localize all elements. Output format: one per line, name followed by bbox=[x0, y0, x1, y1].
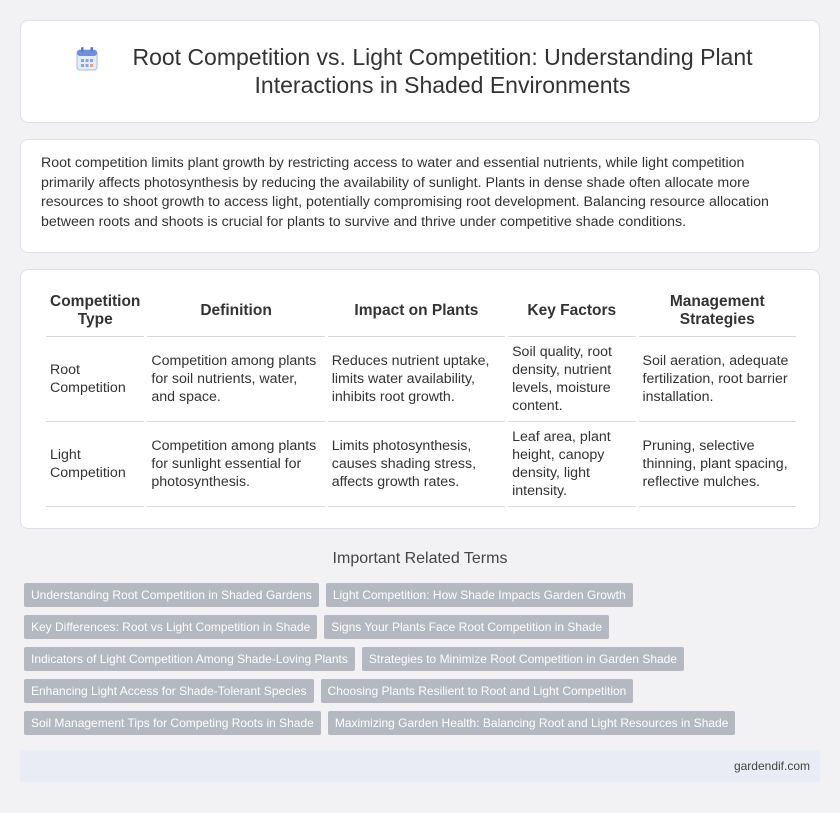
related-term-link[interactable]: Enhancing Light Access for Shade-Tolerant Species bbox=[24, 679, 314, 703]
table-cell: Soil quality, root density, nutrient levels, moisture content. bbox=[508, 337, 635, 422]
table-cell: Light Competition bbox=[46, 422, 144, 507]
comparison-table-card bbox=[20, 269, 820, 529]
related-term-link[interactable]: Indicators of Light Competition Among Shade-Loving Plants bbox=[24, 647, 355, 671]
table-row bbox=[46, 422, 796, 507]
table-cell: Reduces nutrient uptake, limits water availability, inhibits root growth. bbox=[328, 337, 505, 422]
footer bbox=[20, 750, 820, 782]
table-cell: Competition among plants for sunlight essential for photosynthesis. bbox=[147, 422, 324, 507]
intro-paragraph: Root competition limits plant growth by restricting access to water and essential nutrients, while light competition primarily affects photosynthesis by reducing the availability of sunlight. Plants in dense shade often allocate more resources to shoot growth to access light, potentially compromising root development. Balancing resource allocation between roots and shoots is crucial for plants to survive and thrive under competitive shade conditions. bbox=[41, 155, 769, 230]
footer-site-name[interactable]: gardendif.com bbox=[733, 759, 810, 773]
table-cell: Limits photosynthesis, causes shading stress, affects growth rates. bbox=[328, 422, 505, 507]
related-term-link[interactable]: Light Competition: How Shade Impacts Garden Growth bbox=[326, 583, 633, 607]
header-impact: Impact on Plants bbox=[328, 286, 505, 337]
table-cell: Soil aeration, adequate fertilization, root barrier installation. bbox=[639, 337, 797, 422]
related-term-link[interactable]: Soil Management Tips for Competing Roots in Shade bbox=[24, 711, 321, 735]
intro-card bbox=[20, 139, 820, 253]
table-cell: Pruning, selective thinning, plant spacing, reflective mulches. bbox=[639, 422, 797, 507]
related-term-link[interactable]: Strategies to Minimize Root Competition in Garden Shade bbox=[362, 647, 684, 671]
header-definition: Definition bbox=[147, 286, 324, 337]
table-header-row bbox=[46, 286, 796, 337]
table-cell: Competition among plants for soil nutrients, water, and space. bbox=[147, 337, 324, 422]
related-terms-heading: Important Related Terms bbox=[332, 550, 508, 567]
related-term-link[interactable]: Understanding Root Competition in Shaded Gardens bbox=[24, 583, 319, 607]
related-term-link[interactable]: Key Differences: Root vs Light Competition in Shade bbox=[24, 615, 317, 639]
header-key-factors: Key Factors bbox=[508, 286, 635, 337]
related-term-link[interactable]: Signs Your Plants Face Root Competition in Shade bbox=[324, 615, 609, 639]
comparison-table bbox=[43, 286, 799, 507]
title-card bbox=[20, 20, 820, 123]
table-cell: Leaf area, plant height, canopy density, light intensity. bbox=[508, 422, 635, 507]
related-terms-list bbox=[24, 583, 804, 743]
related-term-link[interactable]: Choosing Plants Resilient to Root and Light Competition bbox=[321, 679, 634, 703]
header-management: Management Strategies bbox=[639, 286, 797, 337]
table-cell: Root Competition bbox=[46, 337, 144, 422]
table-row bbox=[46, 337, 796, 422]
related-term-link[interactable]: Maximizing Garden Health: Balancing Root and Light Resources in Shade bbox=[328, 711, 736, 735]
page-title: Root Competition vs. Light Competition: Understanding Plant Interactions in Shaded Environments bbox=[132, 44, 753, 98]
header-competition-type: Competition Type bbox=[46, 286, 144, 337]
